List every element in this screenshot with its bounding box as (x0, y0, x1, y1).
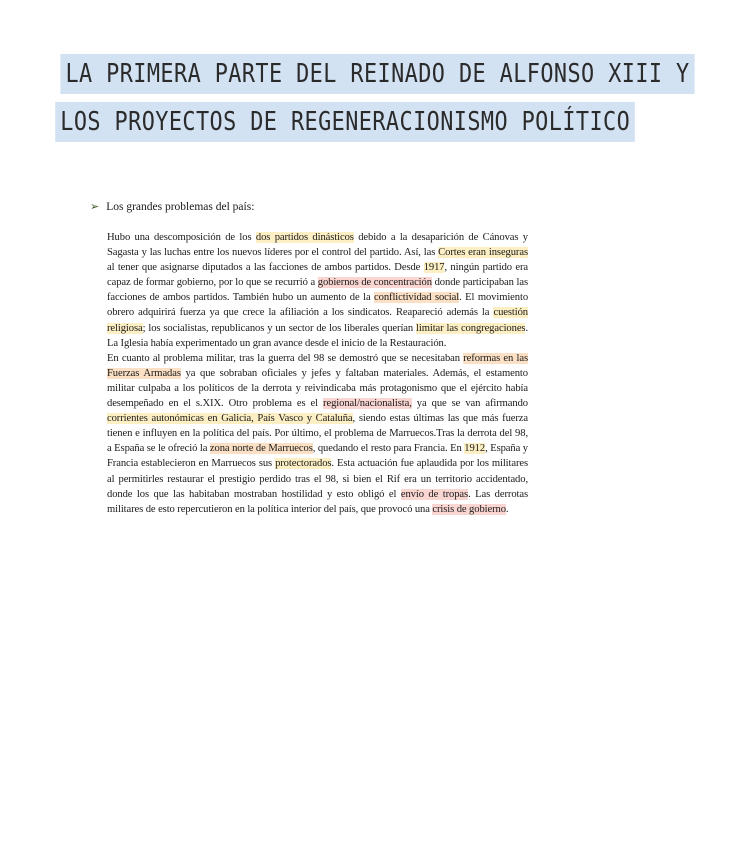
title-line-1: LA PRIMERA PARTE DEL REINADO DE ALFONSO XIII Y (60, 54, 694, 94)
body-text (107, 230, 528, 517)
text-run: donde participaban las facciones de ambos partidos. También hubo un aumento de la (107, 277, 529, 304)
highlight: crisis de gobierno (432, 503, 506, 515)
text-run: En cuanto al problema militar, tras la guerra del 98 se demostró que se necesitaban (107, 352, 464, 364)
highlight: zona norte de Marruecos (209, 443, 313, 455)
document-title (0, 54, 690, 142)
section-heading-text: Los grandes problemas del país: (106, 200, 255, 213)
text-run: . Las derrotas militares de esto repercutieron en la política interior del país, que provocó una (107, 488, 528, 515)
highlight: corrientes autonómicas en Galicia, País Vasco y Cataluña (107, 413, 353, 425)
paragraph-1 (107, 230, 528, 351)
text-run: , quedando el resto para Francia. En (312, 443, 465, 455)
text-run: . El movimiento obrero adquirirá fuerza ya que crece la afiliación a los sindicatos. Reapareció además la (107, 292, 529, 319)
text-run: . La Iglesia había experimentado un gran avance desde el inicio de la Restauración. (107, 322, 529, 349)
highlight: reformas en las Fuerzas Armadas (107, 352, 528, 379)
text-run: , España y Francia establecieron en Marruecos sus (107, 443, 528, 470)
text-run: ; los socialistas, republicanos y un sector de los liberales querían (142, 322, 417, 334)
highlight: 1912 (464, 443, 486, 455)
highlight: 1917 (423, 262, 445, 274)
text-run: Hubo una descomposición de los (107, 232, 256, 243)
arrow-bullet-icon: ➢ (90, 201, 100, 213)
highlight: cuestión religiosa (107, 307, 528, 334)
text-run: debido a la desaparición de Cánovas y Sagasta y las luchas entre los nuevos líderes por el control del partido. Así, las (107, 232, 528, 259)
section-heading (90, 200, 254, 213)
highlight: regional/nacionalista, (323, 398, 412, 410)
highlight: dos partidos dinásticos (255, 232, 354, 243)
title-line-2: LOS PROYECTOS DE REGENERACIONISMO POLÍTICO (55, 102, 635, 142)
text-run: ya que sobraban oficiales y jefes y faltaban materiales. Además, el estamento militar culpaba a los políticos de la derrota y reivindicaba más protagonismo que el ejército había desempeñado en el s.XIX. Otro problema es el (107, 367, 528, 410)
highlight: envío de tropas (400, 488, 469, 500)
text-run: , ningún partido era capaz de formar gobierno, por lo que se recurrió a (107, 262, 528, 289)
highlight: protectorados (275, 458, 332, 470)
text-run: al tener que asignarse diputados a las facciones de ambos partidos. Desde (107, 262, 424, 274)
text-run: ya que se van afirmando (411, 398, 528, 410)
paragraph-2 (107, 351, 528, 517)
text-run: , siendo estas últimas las que más fuerza tienen e influyen en la política del país. Por último, el problema de Marruecos.Tras la derrota del 98, a España se le ofreció la (107, 413, 529, 455)
text-run: . Esta actuación fue aplaudida por los militares al permitirles restaurar el prestigio perdido tras el 98, si bien el Rif era un territorio accidentado, donde los que las habitaban mostraban hostilidad y esto obligó el (107, 458, 529, 500)
highlight: limitar las congregaciones (416, 322, 526, 334)
highlight: gobiernos de concentración (317, 277, 432, 289)
highlight: Cortes eran inseguras (438, 247, 528, 259)
text-run: . (505, 503, 509, 515)
highlight: conflictividad social (374, 292, 460, 304)
